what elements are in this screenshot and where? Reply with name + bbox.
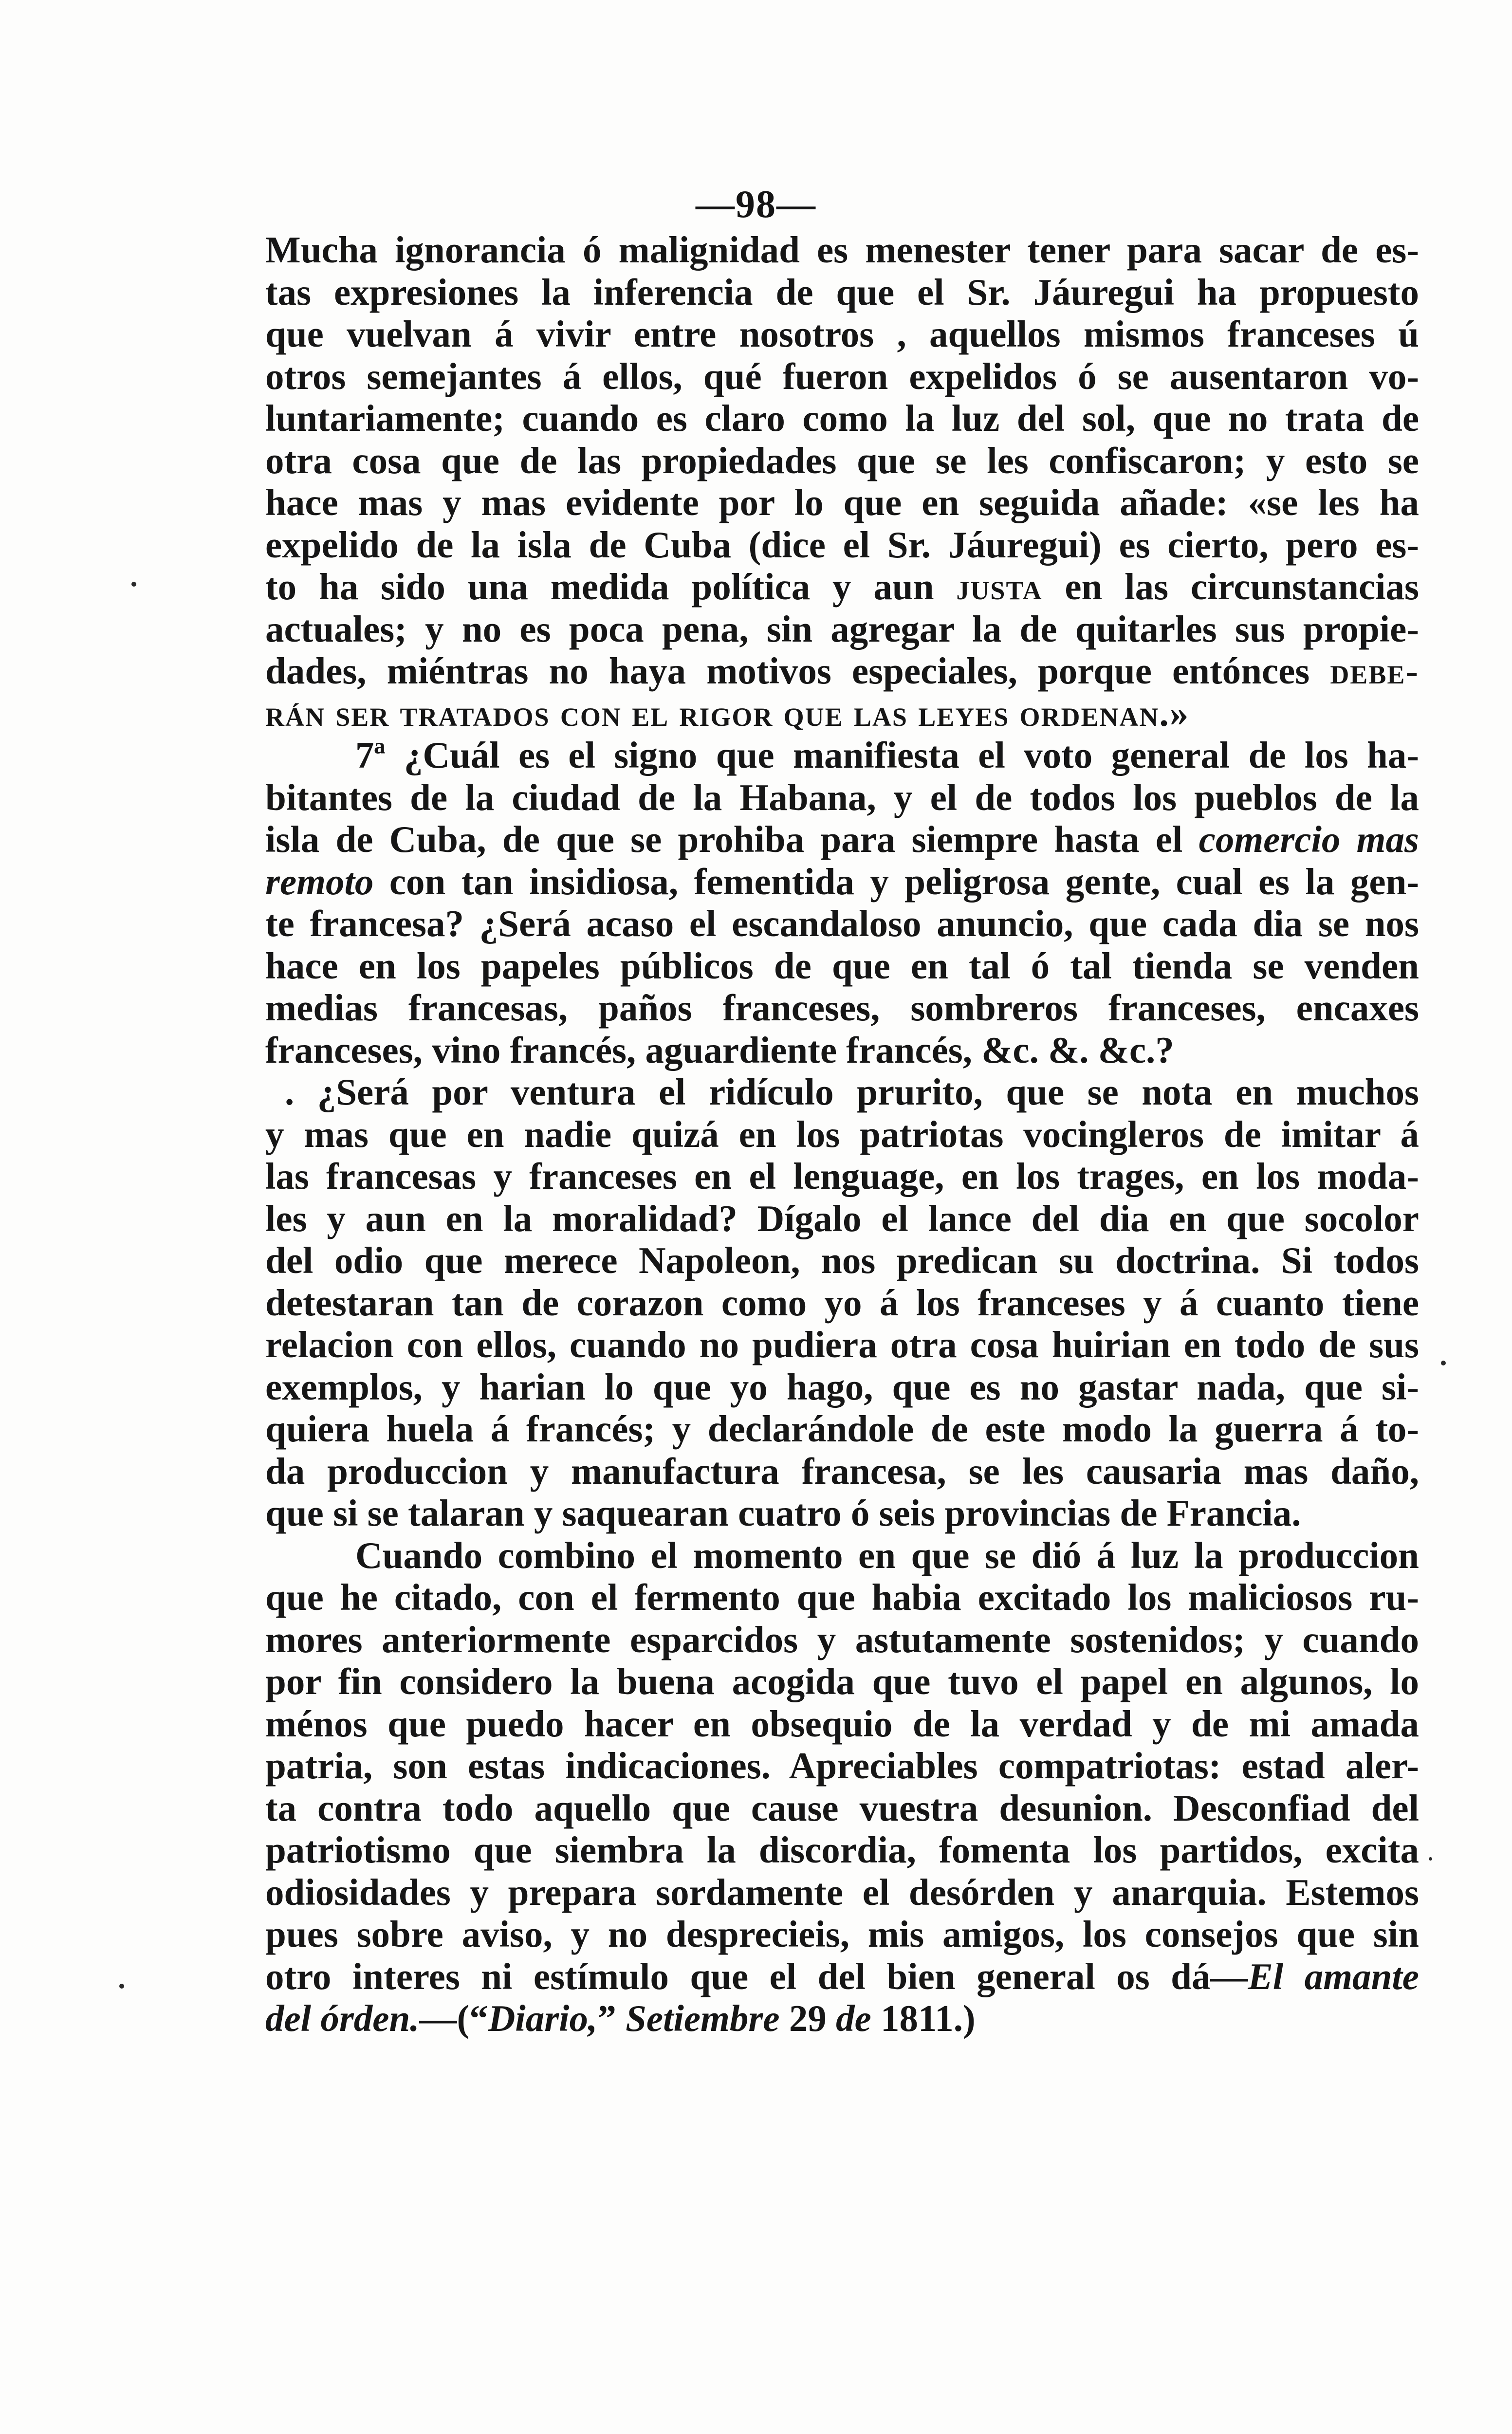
text-line: . ¿Será por ventura el ridículo prurito, que se nota en muchos [285,1071,1419,1113]
text-line: to ha sido una medida política y aun justa en las circunstancias [265,566,1420,608]
text-line: isla de Cuba, de que se prohiba para siempre hasta el comercio mas [265,818,1420,860]
small-caps-phrase: rán ser tratados con el rigor que las leyes ordenan.» [265,692,1190,734]
text-line: del odio que merece Napoleon, nos predican su doctrina. Si todos [265,1239,1419,1281]
text-line: actuales; y no es poca pena, sin agregar la de quitarles sus propie- [265,608,1419,650]
small-caps-word: justa [956,566,1043,608]
text-line: patria, son estas indicaciones. Apreciables compatriotas: estad aler- [265,1745,1419,1787]
text-line: 7ª ¿Cuál es el signo que manifiesta el voto general de los ha- [355,734,1419,776]
text-line: las francesas y franceses en el lenguage, en los trages, en los moda- [265,1155,1419,1197]
italic-word: de [836,1997,871,2039]
text-line: quiera huela á francés; y declarándole de este modo la guerra á to- [265,1408,1419,1450]
text-line: te francesa? ¿Será acaso el escandaloso anuncio, que cada dia se nos [265,903,1419,944]
italic-phrase: del órden. [265,1997,420,2039]
text-line [265,692,1419,735]
text-line: otro interes ni estímulo que el del bien general os dá—El amante [265,1955,1419,1997]
body-text [265,229,1419,2040]
text-line: medias francesas, paños franceses, sombreros franceses, encaxes [265,987,1419,1029]
text-line: que si se talaran y saquearan cuatro ó seis provincias de Francia. [265,1492,1301,1534]
print-speck [131,582,136,587]
text-line: da produccion y manufactura francesa, se les causaria mas daño, [265,1450,1419,1492]
text-line: luntariamente; cuando es claro como la luz del sol, que no trata de [265,397,1419,439]
text-line: mores anteriormente esparcidos y astutamente sostenidos; y cuando [265,1618,1419,1660]
text-line: odiosidades y prepara sordamente el desórden y anarquia. Estemos [265,1871,1419,1913]
text-line: y mas que en nadie quizá en los patriotas vocingleros de imitar á [265,1113,1419,1155]
text-line: pues sobre aviso, y no desprecieis, mis amigos, los consejos que sin [265,1913,1419,1955]
text-line: por fin considero la buena acogida que tuvo el papel en algunos, lo [265,1660,1419,1702]
text-line: detestaran tan de corazon como yo á los franceses y á cuanto tiene [265,1281,1419,1324]
text-line: bitantes de la ciudad de la Habana, y el de todos los pueblos de la [265,776,1419,818]
text-line: otra cosa que de las propiedades que se les confiscaron; y esto se [265,439,1419,481]
italic-month: Setiembre [626,1997,780,2039]
italic-phrase: comercio mas [1199,818,1420,860]
text-line: hace en los papeles públicos de que en tal ó tal tienda se venden [265,944,1419,987]
text-line: franceses, vino francés, aguardiente francés, &c. &. &c.? [265,1029,1174,1071]
text-line: hace mas y mas evidente por lo que en seguida añade: «se les ha [265,481,1419,523]
text-line: patriotismo que siembra la discordia, fomenta los partidos, excita [265,1829,1419,1871]
text-line: que he citado, con el fermento que habia excitado los maliciosos ru- [265,1576,1419,1618]
text-line: que vuelvan á vivir entre nosotros , aquellos mismos franceses ú [265,313,1419,355]
print-speck [1441,1361,1446,1365]
text-line: expelido de la isla de Cuba (dice el Sr. Jáuregui) es cierto, pero es- [265,523,1419,566]
small-caps-word: debe- [1330,650,1420,692]
text-line: Mucha ignorancia ó malignidad es menester tener para sacar de es- [265,229,1419,271]
text-line: ta contra todo aquello que cause vuestra desunion. Desconfiad del [265,1787,1419,1829]
page-number: —98— [696,183,816,226]
text-line: les y aun en la moralidad? Dígalo el lance del dia en que socolor [265,1197,1419,1239]
print-speck [119,1984,124,1989]
text-line: del órden.—(“Diario,” Setiembre 29 de 1811.) [265,1997,976,2039]
text-line: otros semejantes á ellos, qué fueron expelidos ó se ausentaron vo- [265,355,1419,397]
text-line: remoto con tan insidiosa, fementida y peligrosa gente, cual es la gen- [265,860,1419,903]
italic-phrase: El amante [1248,1955,1419,1997]
italic-source: Diario, [488,1997,598,2039]
print-speck [1429,1857,1432,1861]
text-line: relacion con ellos, cuando no pudiera otra cosa huirian en todo de sus [265,1324,1419,1365]
text-line: ménos que puedo hacer en obsequio de la verdad y de mi amada [265,1702,1419,1745]
text-line: dades, miéntras no haya motivos especiales, porque entónces debe- [265,650,1420,692]
text-line: exemplos, y harian lo que yo hago, que es no gastar nada, que si- [265,1365,1419,1408]
italic-word: remoto [265,860,374,903]
text-line: tas expresiones la inferencia de que el Sr. Jáuregui ha propuesto [265,271,1419,313]
text-line: Cuando combino el momento en que se dió á luz la produccion [355,1534,1419,1576]
